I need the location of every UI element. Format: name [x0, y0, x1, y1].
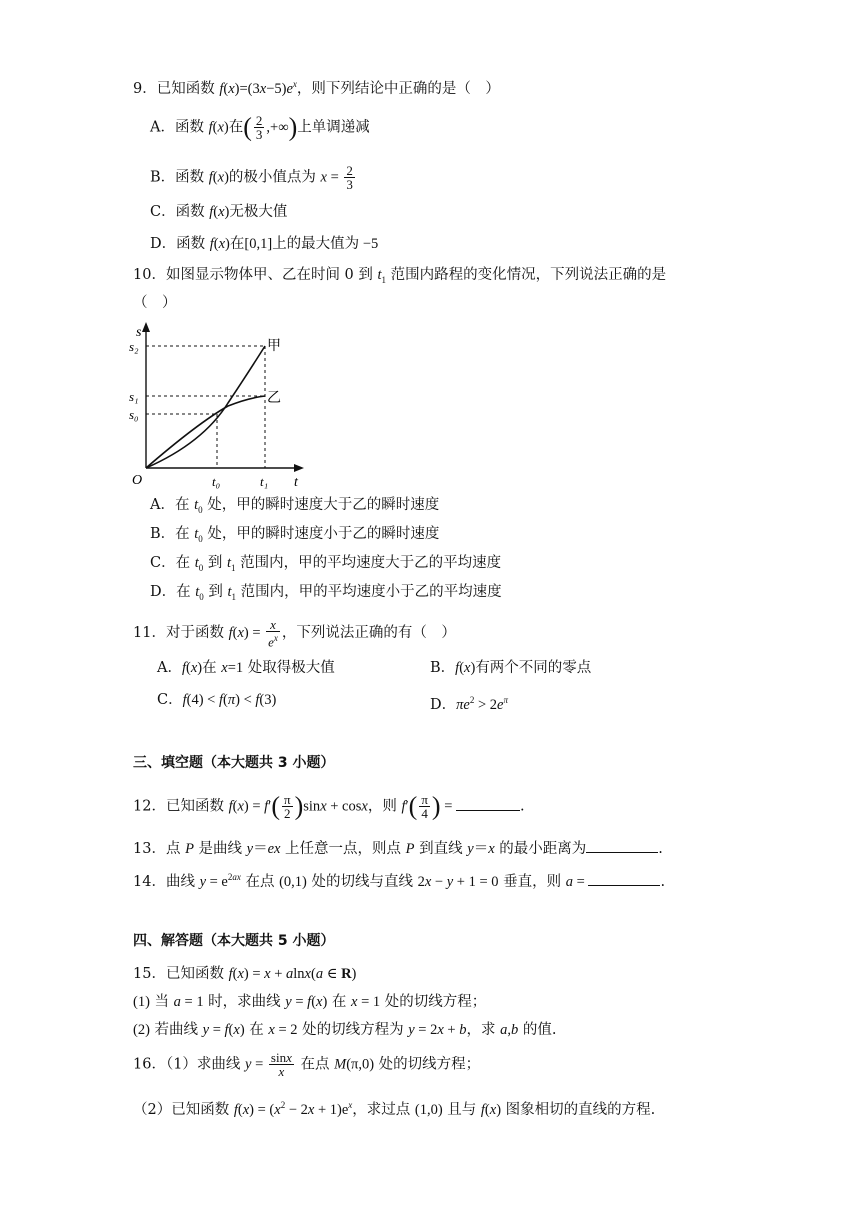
- label-jia: 甲: [267, 338, 281, 354]
- section-4-heading: 四、解答题（本大题共 5 小题）: [133, 933, 335, 949]
- q13-answer-blank[interactable]: [586, 838, 658, 853]
- q9-option-d: D．函数 f(x)在[0,1]上的最大值为 −5: [150, 236, 379, 252]
- q11-option-b: B．f(x)有两个不同的零点: [430, 660, 592, 676]
- q11-option-d: D．$\pi e^2 > 2e^\pi$: [430, 695, 508, 713]
- q13: 13．点 P 是曲线 y＝ex 上任意一点，则点 P 到直线 y＝x 的最小距离为 .: [133, 838, 663, 860]
- q10-stem-paren: （ ）: [133, 295, 177, 311]
- section-3-heading: 三、填空题（本大题共 3 小题）: [133, 755, 335, 771]
- label-s0: s₀: [129, 407, 139, 422]
- label-origin: O: [132, 473, 143, 488]
- q9-stem: 9．已知函数 $f(x)=(3x-5)e^x$，则下列结论中正确的是（ ）: [133, 79, 500, 97]
- label-s: s: [136, 325, 142, 340]
- label-t: t: [294, 475, 298, 490]
- label-s2: s₂: [129, 339, 139, 354]
- q9-option-b: B．函数 f(x)的极小值点为 x = $\frac{2}{3}$: [150, 163, 353, 192]
- q10-option-b: B．在 $t_0$ 处，甲的瞬时速度小于乙的瞬时速度: [150, 526, 440, 544]
- q11-option-a: A．f(x)在 x=1 处取得极大值: [157, 660, 335, 676]
- q10-option-a: A．在 $t_0$ 处，甲的瞬时速度大于乙的瞬时速度: [150, 497, 440, 515]
- q10-option-c: C．在 $t_0$ 到 $t_1$ 范围内，甲的平均速度大于乙的平均速度: [150, 555, 502, 573]
- q9-option-c: C．函数 f(x)无极大值: [150, 204, 288, 220]
- q15-stem: 15．已知函数 f(x) = x + alnx(a ∈ R): [133, 966, 357, 982]
- label-yi: 乙: [267, 390, 281, 406]
- label-t0: t₀: [212, 474, 221, 489]
- curve-jia: [146, 346, 265, 468]
- distance-time-graph: [128, 318, 308, 490]
- q12: 12．已知函数 f(x) = f′( $\frac{\pi}{2}$ )sinx + cosx，则 f′( $\frac{\pi}{4}$ ) = .: [133, 791, 525, 821]
- q11-stem: 11．对于函数 f(x) = $\frac{x}{e^x}$ ，下列说法正确的有（ ）: [133, 617, 456, 650]
- q14: 14．曲线 $y = e^{2ax}$ 在点 (0,1) 处的切线与直线 2x − y + 1 = 0 垂直，则 a = .: [133, 872, 666, 890]
- q10-option-d: D．在 $t_0$ 到 $t_1$ 范围内，甲的平均速度小于乙的平均速度: [150, 584, 502, 602]
- q15-part1: (1) 当 a = 1 时，求曲线 y = f(x) 在 x = 1 处的切线方程；: [133, 994, 487, 1010]
- q15-part2: (2) 若曲线 y = f(x) 在 x = 2 处的切线方程为 y = 2x + b，求 a,b 的值.: [133, 1022, 557, 1038]
- q16-part1: 16．（1）求曲线 y = $\frac{\sin x}{x}$ 在点 M(π,0) 处的切线方程；: [133, 1050, 481, 1079]
- label-t1: t₁: [260, 474, 269, 489]
- q9-option-a: A．函数 f(x)在( $\frac{2}{3}$ ,+∞)上单调递减: [150, 112, 370, 142]
- q14-answer-blank[interactable]: [588, 871, 660, 886]
- q16-part2: （2）已知函数 $f(x) = (x^2 - 2x + 1)e^x$，求过点 (1,0) 且与 f(x) 图象相切的直线的方程.: [133, 1100, 656, 1118]
- t-axis-arrow: [294, 464, 304, 472]
- s-axis-arrow: [142, 322, 150, 332]
- q12-answer-blank[interactable]: [456, 796, 520, 811]
- label-s1: s₁: [129, 389, 139, 404]
- q11-option-c: C．f(4) < f(π) < f(3): [157, 692, 277, 708]
- q10-stem: 10．如图显示物体甲、乙在时间 0 到 $t_1$ 范围内路程的变化情况，下列说法正确的是: [133, 267, 667, 285]
- curve-yi: [146, 396, 265, 468]
